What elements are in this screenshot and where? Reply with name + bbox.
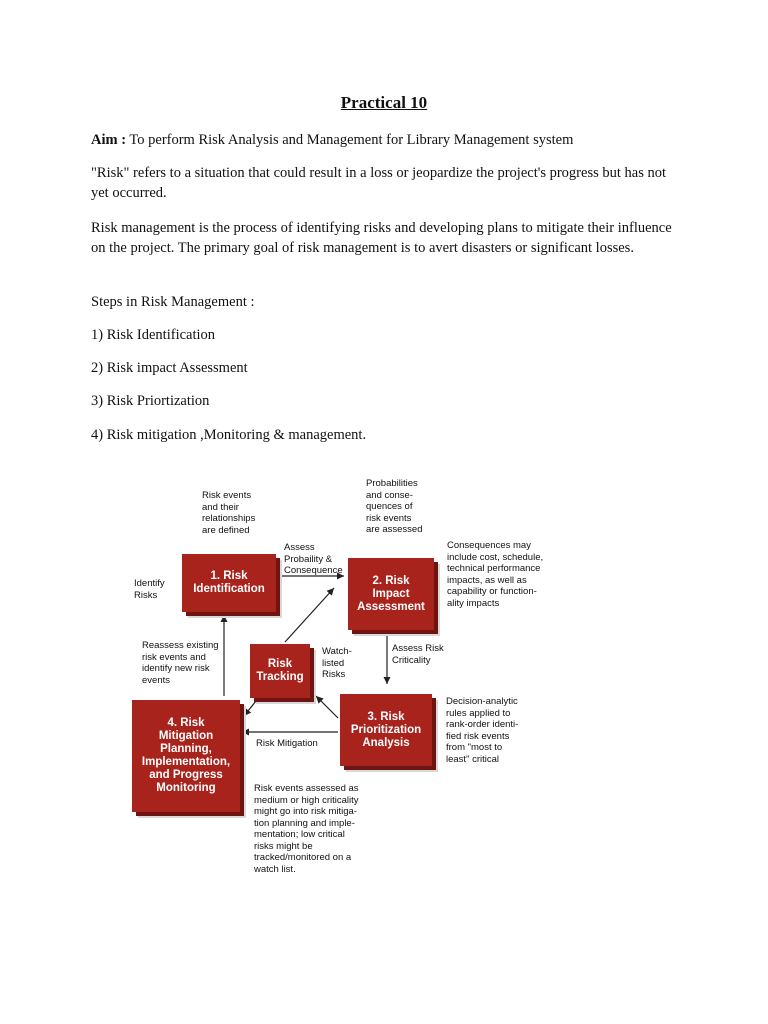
page-title: Practical 10	[340, 93, 428, 112]
label-risk-mitigation: Risk Mitigation	[256, 738, 318, 749]
arrow-tracking-to-mitigation	[244, 696, 260, 716]
risk-management-diagram	[120, 470, 560, 890]
aim-text: To perform Risk Analysis and Management for Library Management system	[126, 132, 574, 148]
label-identify-risks: Identify Risks	[134, 578, 165, 601]
step-item: 4) Risk mitigation ,Monitoring & management.	[91, 427, 367, 443]
arrow-prioritization-to-tracking	[316, 696, 338, 718]
label-assess-criticality: Assess Risk Criticality	[392, 643, 444, 666]
arrow-tracking-to-impact	[285, 588, 334, 642]
box-risk-impact-assessment: 2. Risk Impact Assessment	[348, 558, 434, 630]
aim-paragraph	[91, 130, 681, 150]
box-risk-identification: 1. Risk Identification	[182, 554, 276, 612]
label-probabilities-assessed: Probabilities and conse- quences of risk events are assessed	[366, 478, 423, 535]
label-risk-events-defined: Risk events and their relationships are defined	[202, 490, 256, 536]
aim-label: Aim :	[91, 132, 127, 148]
step-item: 3) Risk Priortization	[91, 393, 210, 409]
label-consequences-may: Consequences may include cost, schedule, technical performance impacts, as well as capability or function- ality impacts	[447, 540, 544, 609]
steps-heading: Steps in Risk Management :	[91, 294, 255, 310]
box-risk-prioritization-analysis: 3. Risk Prioritization Analysis	[340, 694, 432, 766]
risk-definition-paragraph: "Risk" refers to a situation that could result in a loss or jeopardize the project's progress but has not yet occurred.	[91, 165, 666, 201]
label-risk-events-assessed: Risk events assessed as medium or high criticality might go into risk mitiga- tion planning and imple- mentation; low critical risks might be tracked/monitored on a watch list.	[254, 783, 359, 875]
step-item: 1) Risk Identification	[91, 327, 216, 343]
box-risk-mitigation-monitoring: 4. Risk Mitigation Planning, Implementation, and Progress Monitoring	[132, 700, 240, 812]
label-watch-listed: Watch- listed Risks	[322, 646, 352, 680]
label-reassess: Reassess existing risk events and identify new risk events	[142, 640, 219, 686]
label-assess-probability: Assess Probaility & Consequence	[284, 542, 343, 576]
step-item: 2) Risk impact Assessment	[91, 360, 248, 376]
risk-management-paragraph: Risk management is the process of identifying risks and developing plans to mitigate their influence on the project. The primary goal of risk management is to avert disasters or significant losses.	[91, 220, 672, 256]
box-risk-tracking: Risk Tracking	[250, 644, 310, 698]
label-decision-analytic: Decision-analytic rules applied to rank-order identi- fied risk events from "most to least" critical	[446, 696, 519, 765]
